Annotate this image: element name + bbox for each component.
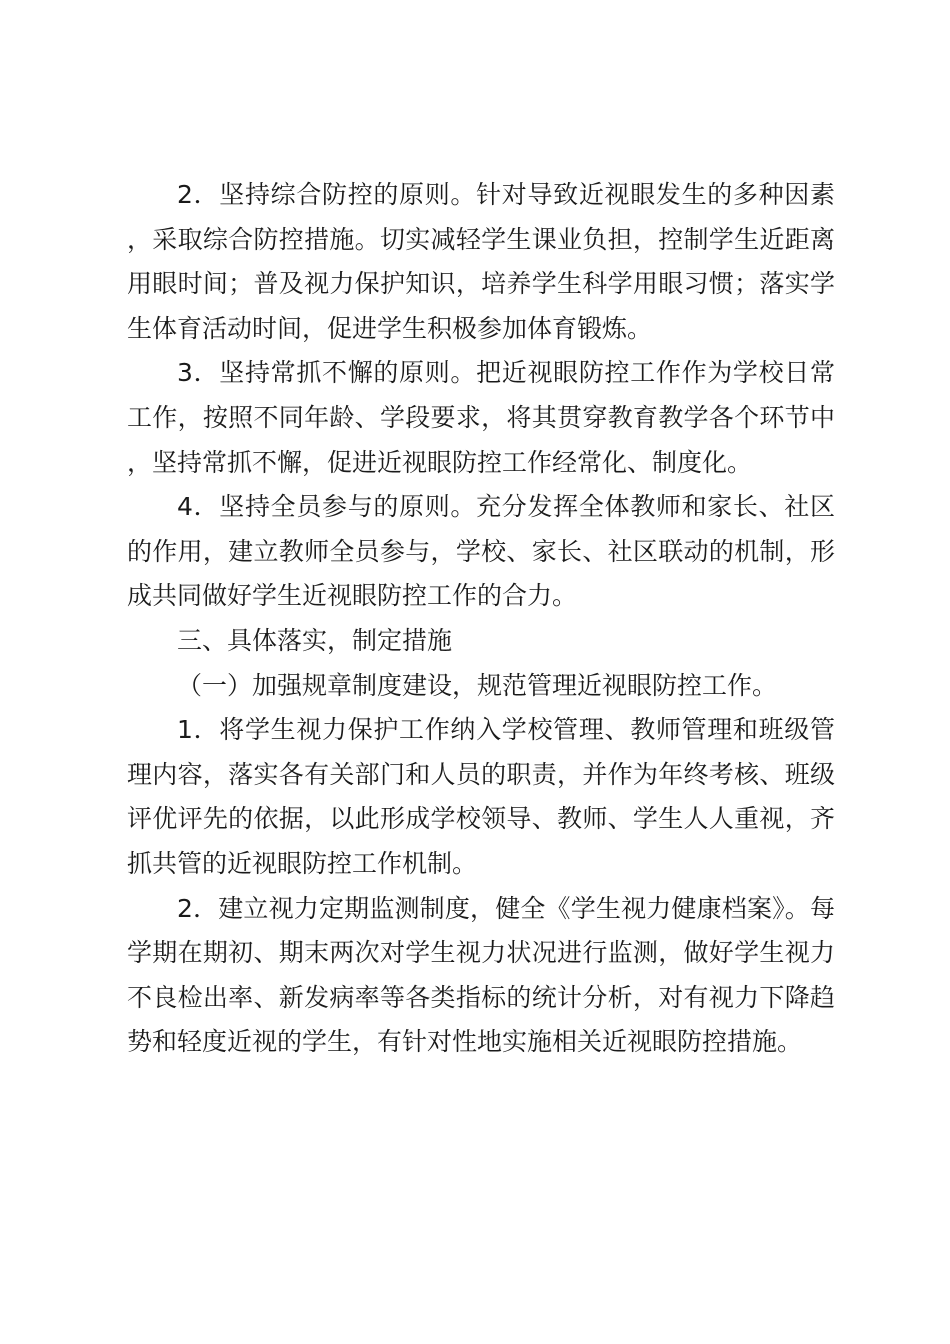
- paragraph-measure-2: 2．建立视力定期监测制度，健全《学生视力健康档案》。每学期在期初、期末两次对学生视力状况进行监测，做好学生视力不良检出率、新发病率等各类指标的统计分析，对有视力下降趋势和轻度近视的学生，有针对性地实施相关近视眼防控措施。: [127, 893, 835, 1057]
- paragraph-principle-3: 3．坚持常抓不懈的原则。把近视眼防控工作作为学校日常工作，按照不同年龄、学段要求，将其贯穿教育教学各个环节中，坚持常抓不懈，促进近视眼防控工作经常化、制度化。: [127, 358, 835, 477]
- document-body: [127, 173, 835, 1065]
- section-heading-3: 三、具体落实，制定措施: [177, 625, 453, 655]
- paragraph-measure-1: 1．将学生视力保护工作纳入学校管理、教师管理和班级管理内容，落实各有关部门和人员的职责，并作为年终考核、班级评优评先的依据，以此形成学校领导、教师、学生人人重视，齐抓共管的近视眼防控工作机制。: [127, 715, 835, 878]
- paragraph-principle-2: 2．坚持综合防控的原则。针对导致近视眼发生的多种因素，采取综合防控措施。切实减轻学生课业负担，控制学生近距离用眼时间；普及视力保护知识，培养学生科学用眼习惯；落实学生体育活动时间，促进学生积极参加体育锻炼。: [127, 180, 835, 343]
- subsection-heading-1: （一）加强规章制度建设，规范管理近视眼防控工作。: [177, 670, 778, 700]
- paragraph-principle-4: 4．坚持全员参与的原则。充分发挥全体教师和家长、社区的作用，建立教师全员参与，学校、家长、社区联动的机制，形成共同做好学生近视眼防控工作的合力。: [127, 492, 835, 611]
